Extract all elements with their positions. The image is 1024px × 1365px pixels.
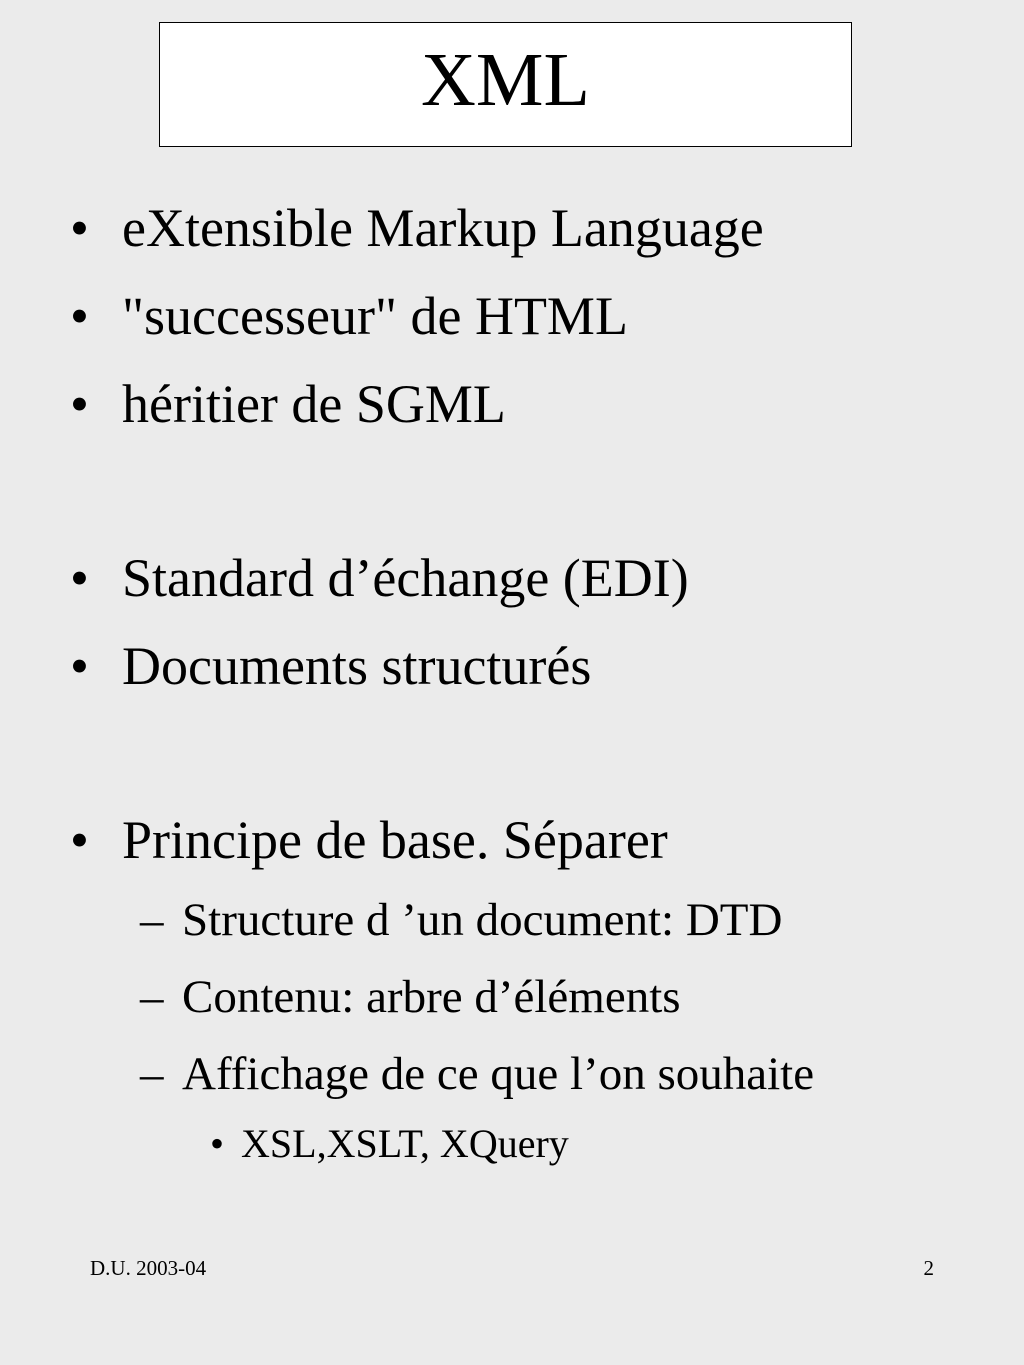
sub-item-structure: Structure d ’un document: DTD: [182, 894, 783, 946]
bullet-item-documents: Documents structurés: [122, 636, 592, 696]
bullet-icon: •: [70, 286, 89, 346]
bullet-icon: •: [210, 1121, 225, 1166]
sub-item-contenu: Contenu: arbre d’éléments: [182, 971, 681, 1023]
bullet-icon: •: [70, 198, 89, 258]
bullet-icon: •: [70, 810, 89, 870]
slide-title: XML: [421, 37, 590, 122]
bullet-item-standard: Standard d’échange (EDI): [122, 548, 689, 608]
bullet-item-principe: Principe de base. Séparer: [122, 810, 668, 870]
bullet-item-heritier: héritier de SGML: [122, 374, 506, 434]
bullet-item-extensible: eXtensible Markup Language: [122, 198, 764, 258]
title-box: [159, 22, 852, 147]
page-number: 2: [923, 1256, 934, 1280]
sub-sub-item-xsl: XSL,XSLT, XQuery: [241, 1121, 569, 1166]
footer-left: D.U. 2003-04: [90, 1256, 207, 1280]
bullet-item-successeur: "successeur" de HTML: [122, 286, 628, 346]
bullet-icon: •: [70, 374, 89, 434]
dash-icon: –: [140, 971, 164, 1023]
dash-icon: –: [140, 1048, 164, 1100]
sub-item-affichage: Affichage de ce que l’on souhaite: [182, 1048, 815, 1100]
dash-icon: –: [140, 894, 164, 946]
bullet-icon: •: [70, 636, 89, 696]
bullet-icon: •: [70, 548, 89, 608]
